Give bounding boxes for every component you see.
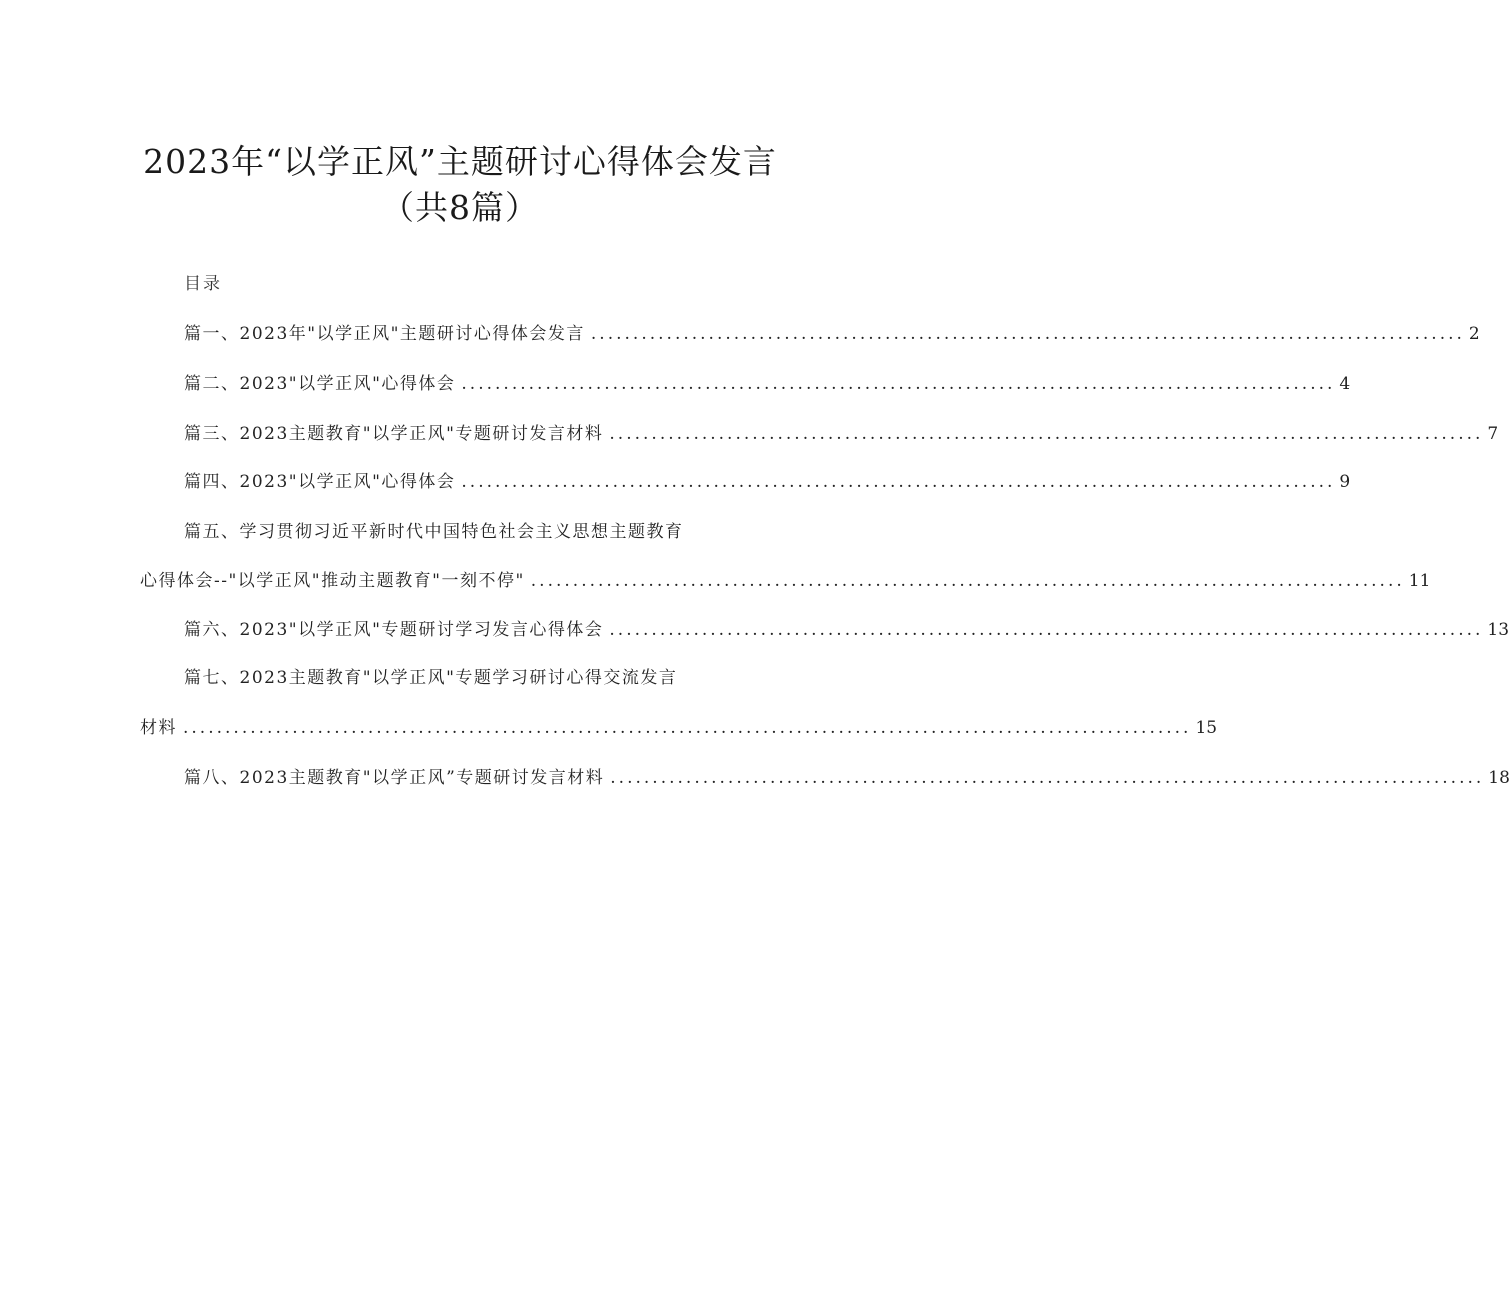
toc-entry-label: 篇二、2023"以学正风"心得体会 bbox=[184, 374, 456, 394]
toc-entry-6[interactable] bbox=[184, 616, 1510, 644]
toc-heading: 目录 bbox=[184, 274, 222, 294]
toc-page-number: 13 bbox=[1487, 620, 1510, 640]
toc-entry-7[interactable] bbox=[140, 714, 1218, 742]
toc-entry-1[interactable] bbox=[184, 320, 1480, 348]
document-subtitle: （共8篇） bbox=[381, 188, 539, 227]
toc-entry-3[interactable] bbox=[184, 420, 1499, 448]
toc-entry-5[interactable] bbox=[140, 567, 1431, 595]
toc-entry-8[interactable] bbox=[184, 764, 1510, 792]
toc-entry-5-line1[interactable]: 篇五、学习贯彻习近平新时代中国特色社会主义思想主题教育 bbox=[184, 522, 684, 542]
toc-page-number: 9 bbox=[1339, 472, 1351, 492]
toc-leader-dots: ........................................................................................................ bbox=[610, 768, 1485, 788]
toc-entry-7-line1[interactable]: 篇七、2023主题教育"以学正风"专题学习研讨心得交流发言 bbox=[184, 668, 678, 688]
toc-entry-label: 篇三、2023主题教育"以学正风"专题研讨发言材料 bbox=[184, 424, 604, 444]
toc-leader-dots: ........................................................................................................ bbox=[461, 472, 1336, 492]
toc-page-number: 18 bbox=[1488, 768, 1510, 788]
toc-page-number: 4 bbox=[1339, 374, 1351, 394]
toc-leader-dots: ........................................................................................................................ bbox=[183, 718, 1192, 738]
toc-page-number: 15 bbox=[1195, 718, 1218, 738]
toc-entry-label: 篇四、2023"以学正风"心得体会 bbox=[184, 472, 456, 492]
toc-entry-label: 篇八、2023主题教育"以学正风”专题研讨发言材料 bbox=[184, 768, 605, 788]
toc-entry-label: 篇一、2023年"以学正风"主题研讨心得体会发言 bbox=[184, 324, 585, 344]
toc-entry-label: 篇六、2023"以学正风"专题研讨学习发言心得体会 bbox=[184, 620, 604, 640]
toc-entry-2[interactable] bbox=[184, 370, 1351, 398]
toc-leader-dots: ........................................................................................................ bbox=[530, 571, 1405, 591]
toc-page-number: 7 bbox=[1487, 424, 1499, 444]
toc-entry-label: 心得体会--"以学正风"推动主题教育"一刻不停" bbox=[140, 571, 525, 591]
toc-leader-dots: ........................................................................................................ bbox=[609, 424, 1484, 444]
toc-leader-dots: ........................................................................................................ bbox=[609, 620, 1484, 640]
toc-leader-dots: ........................................................................................................ bbox=[461, 374, 1336, 394]
toc-page-number: 2 bbox=[1468, 324, 1480, 344]
toc-leader-dots: ........................................................................................................ bbox=[590, 324, 1465, 344]
toc-entry-label: 材料 bbox=[140, 718, 177, 738]
toc-entry-4[interactable] bbox=[184, 468, 1351, 496]
toc-page-number: 11 bbox=[1408, 571, 1431, 591]
document-title: 2023年“以学正风”主题研讨心得体会发言 bbox=[143, 142, 777, 181]
